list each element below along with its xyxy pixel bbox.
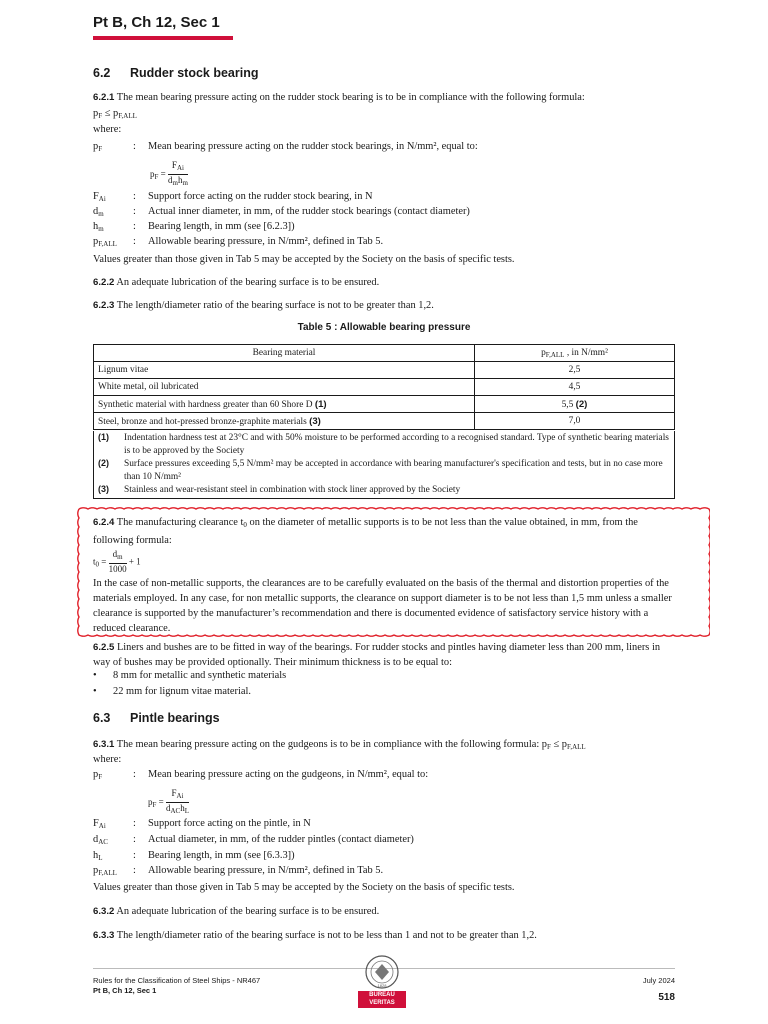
paragraph-6-2-1 [93,90,675,105]
values-note: Values greater than those given in Tab 5 may be accepted by the Society on the basis of specific tests. [93,254,515,265]
eq-denominator-2-sub: L [184,807,189,815]
table-header-material: Bearing material [94,345,475,362]
def-symbol [93,818,106,830]
header-symbol-sub: F,ALL [545,350,565,359]
table-allowable-bearing-pressure [93,344,675,430]
paragraph-6-2-4 [93,515,675,548]
symbol: p [93,236,99,247]
formula-rhs-sub: F,ALL [118,112,137,120]
header-symbol: p [541,347,546,358]
eq-numerator: d [112,549,118,559]
def-colon: : [133,865,136,876]
table-row [94,362,675,379]
eq-denominator-sub: m [172,179,178,187]
footer-page-number: 518 [658,992,675,1003]
eq-fraction [109,549,127,575]
formula-lhs: p [93,108,99,119]
paragraph-6-3-3 [93,928,693,943]
table-cell-value [475,396,675,413]
eq-numerator: F [171,788,177,798]
def-text: Support force acting on the rudder stock bearing, in N [148,191,373,202]
paragraph-6-2-3 [93,298,675,313]
symbol-sub: L [98,854,103,862]
section-heading-6-2 [93,66,259,80]
eq-lhs: t [93,556,96,567]
def-colon: : [133,191,136,202]
paragraph-text: The mean bearing pressure acting on the gudgeons is to be in compliance with the following formula: p [116,739,547,750]
paragraph-number: 6.2.4 [93,517,115,528]
eq-plus: + 1 [126,556,141,567]
paragraph-text: The mean bearing pressure acting on the rudder stock bearing is to be in compliance with the following formula: [116,92,585,103]
table-cell-value: 2,5 [475,362,675,379]
note-text: Indentation hardness test at 23°C and with 50% moisture to be performed according to a recognised standard. Type of synthetic bearing materials is to be approved by the Society [124,433,669,456]
eq-equals: = [99,556,109,567]
table-cell-value: 4,5 [475,379,675,396]
eq-lhs: p [148,796,153,807]
def-colon: : [133,141,136,152]
eq-denominator-2: h [177,175,183,185]
symbol: d [93,834,99,845]
def-colon: : [133,769,136,780]
text-sub: F,ALL [567,743,586,751]
list-item-text: 8 mm for metallic and synthetic materials [113,670,287,681]
def-colon: : [133,206,136,217]
text-sub: 0 [243,521,247,529]
table-row [94,396,675,413]
table-notes [93,431,675,499]
formula-relation: ≤ p [550,739,567,750]
section-number: 6.3 [93,711,111,725]
paragraph-text: An adequate lubrication of the bearing surface is to be ensured. [116,277,380,288]
material-text: Lignum vitae [98,365,149,375]
paragraph-number: 6.3.1 [93,739,115,750]
bullet-icon: • [93,686,97,697]
section-number: 6.2 [93,66,111,80]
symbol-sub: m [98,210,104,218]
def-text: Mean bearing pressure acting on the gudgeons, in N/mm², equal to: [148,769,429,780]
eq-lhs-sub: F [154,172,159,181]
def-text: Support force acting on the pintle, in N [148,818,311,829]
def-text: Actual inner diameter, in mm, of the rudder stock bearings (contact diameter) [148,206,470,217]
def-symbol [93,221,104,233]
eq-numerator: F [171,160,177,170]
logo-line-2: VERITAS [369,1000,395,1006]
eq-denominator: d [165,803,171,813]
note-key: (2) [98,458,109,468]
table-header-pressure [475,345,675,362]
def-symbol [93,834,108,846]
note-text: Stainless and wear-resistant steel in combination with stock liner approved by the Society [124,485,461,495]
material-text: Steel, bronze and hot-pressed bronze-graphite materials [98,416,310,427]
table-cell-material [94,379,475,396]
note-key: (3) [98,484,109,494]
eq-numerator-sub: Ai [176,792,184,800]
symbol: F [93,191,99,202]
where-label: where: [93,124,122,135]
symbol: p [93,865,99,876]
paragraph-number: 6.2.2 [93,277,115,288]
eq-lhs-sub: F [152,800,157,809]
table-caption: Table 5 : Allowable bearing pressure [297,322,471,333]
paragraph-number: 6.3.2 [93,906,115,917]
table-cell-value: 7,0 [475,413,675,430]
paragraph-6-2-4-text: In the case of non-metallic supports, the clearances are to be carefully evaluated on the basis of the thermal and distortion properties of the materials employed. In any case, for non metallic supports, the clearance on support diameter is to be not less than 1,5 mm unless a smaller clearance is supported by the manufacturer’s recommendation and there is documented evidence of satisfactory service history with a reduced clearance. [93,578,672,634]
section-title: Pintle bearings [130,711,220,725]
formula-6-2-4 [93,549,141,575]
paragraph-number: 6.2.3 [93,300,115,311]
table-cell-material [94,362,475,379]
table-row [94,379,675,396]
def-colon: : [133,818,136,829]
def-symbol [93,236,117,248]
def-text: Bearing length, in mm (see [6.3.3]) [148,850,295,861]
eq-denominator: d [167,175,173,185]
eq-fraction [166,788,189,817]
page-header-title: Pt B, Ch 12, Sec 1 [93,14,220,31]
symbol-sub: F [98,773,103,781]
eq-lhs-sub: 0 [95,560,100,569]
symbol-sub: F [98,145,103,153]
material-text: White metal, oil lubricated [98,382,199,392]
eq-equals: = [158,168,168,179]
paragraph-number: 6.3.3 [93,930,115,941]
symbol-sub: Ai [98,195,106,203]
def-text: Allowable bearing pressure, in N/mm², defined in Tab 5. [148,236,384,247]
def-colon: : [133,221,136,232]
header-unit: , in N/mm² [564,347,608,358]
note-key: (1) [98,432,109,442]
table-row [94,413,675,430]
symbol: h [93,221,99,232]
def-symbol [93,206,104,218]
table-header-row [94,345,675,362]
list-item-text: 22 mm for lignum vitae material. [113,686,251,697]
def-text: Mean bearing pressure acting on the rudder stock bearings, in N/mm², equal to: [148,141,478,152]
paragraph-text: Liners and bushes are to be fitted in way of the bearings. For rudder stocks and pintles having diameter less than 200 mm, liners in way of bushes may be provided optionally. Their minimum thickness is to be equal to: [93,642,661,668]
def-symbol [93,141,102,153]
eq-denominator-2: h [180,803,185,813]
symbol: h [93,850,99,861]
logo-wordmark [358,991,406,1008]
table-cell-material [94,396,475,413]
where-label: where: [93,754,122,765]
paragraph-number: 6.2.1 [93,92,115,103]
paragraph-6-2-2 [93,275,675,290]
footer-publication: Rules for the Classification of Steel Ships - NR467 [93,976,261,985]
paragraph-number: 6.2.5 [93,642,115,653]
formula-lhs-sub: F [98,112,103,120]
eq-numerator-sub: Ai [176,164,184,172]
symbol: F [93,818,99,829]
eq-equals: = [156,796,166,807]
eq-denominator-2-sub: m [182,179,188,187]
bullet-icon: • [93,670,97,681]
paragraph-text: The length/diameter ratio of the bearing surface is not to be less than 1 and not to be greater than 1,2. [116,930,537,941]
symbol-sub: F,ALL [98,240,117,248]
symbol-sub: AC [98,838,108,846]
logo-line-1: BUREAU [369,992,395,998]
footer-section: Pt B, Ch 12, Sec 1 [93,986,157,995]
eq-numerator-sub: m [117,553,123,561]
material-text: Synthetic material with hardness greater than 60 Shore D [98,399,315,410]
eq-fraction [168,160,188,189]
def-symbol [93,191,106,203]
paragraph-6-3-1 [93,737,693,755]
paragraph-6-2-5 [93,640,675,670]
paragraph-text: The manufacturing clearance t [116,517,244,528]
equation-pf [150,160,188,189]
value-text: 5,5 [561,399,576,410]
note-ref: (3) [309,415,321,427]
logo-year: 1828 [377,983,387,988]
def-colon: : [133,236,136,247]
symbol-sub: Ai [98,822,106,830]
def-symbol [93,769,102,781]
def-text: Allowable bearing pressure, in N/mm², defined in Tab 5. [148,865,384,876]
def-colon: : [133,850,136,861]
header-rule [93,36,233,40]
symbol: d [93,206,99,217]
values-note: Values greater than those given in Tab 5 may be accepted by the Society on the basis of specific tests. [93,882,515,893]
formula-relation: ≤ p [102,108,119,119]
seal-icon [356,954,408,990]
def-symbol [93,865,117,877]
equation-pf-pintle [148,788,189,817]
section-title: Rudder stock bearing [130,66,259,80]
note-ref: (2) [575,398,588,410]
paragraph-text-cont: on the diameter of metallic supports is to be not less than the value obtained, in mm, from the following formula: [93,517,638,546]
symbol: p [93,769,99,780]
def-colon: : [133,834,136,845]
note-text: Surface pressures exceeding 5,5 N/mm² may be accepted in accordance with bearing manufacturer's specification and tests, but in no case more than 10 N/mm² [124,459,663,482]
paragraph-text: The length/diameter ratio of the bearing surface is not to be greater than 1,2. [116,300,434,311]
footer-date: July 2024 [642,976,675,985]
paragraph-text: An adequate lubrication of the bearing surface is to be ensured. [116,906,380,917]
table-cell-material [94,413,475,430]
symbol-sub: m [98,225,104,233]
section-heading-6-3 [93,711,220,725]
bureau-veritas-logo [356,954,408,1010]
eq-denominator-sub: AC [170,807,181,815]
paragraph-6-3-2 [93,904,675,919]
def-text: Bearing length, in mm (see [6.2.3]) [148,221,295,232]
def-symbol [93,850,102,862]
note-ref: (1) [314,398,327,410]
eq-denominator: 1000 [108,564,127,574]
symbol: p [93,141,99,152]
def-text: Actual diameter, in mm, of the rudder pintles (contact diameter) [148,834,414,845]
eq-lhs: p [150,168,155,179]
text-sub: F [547,743,551,751]
symbol-sub: F,ALL [98,869,117,877]
